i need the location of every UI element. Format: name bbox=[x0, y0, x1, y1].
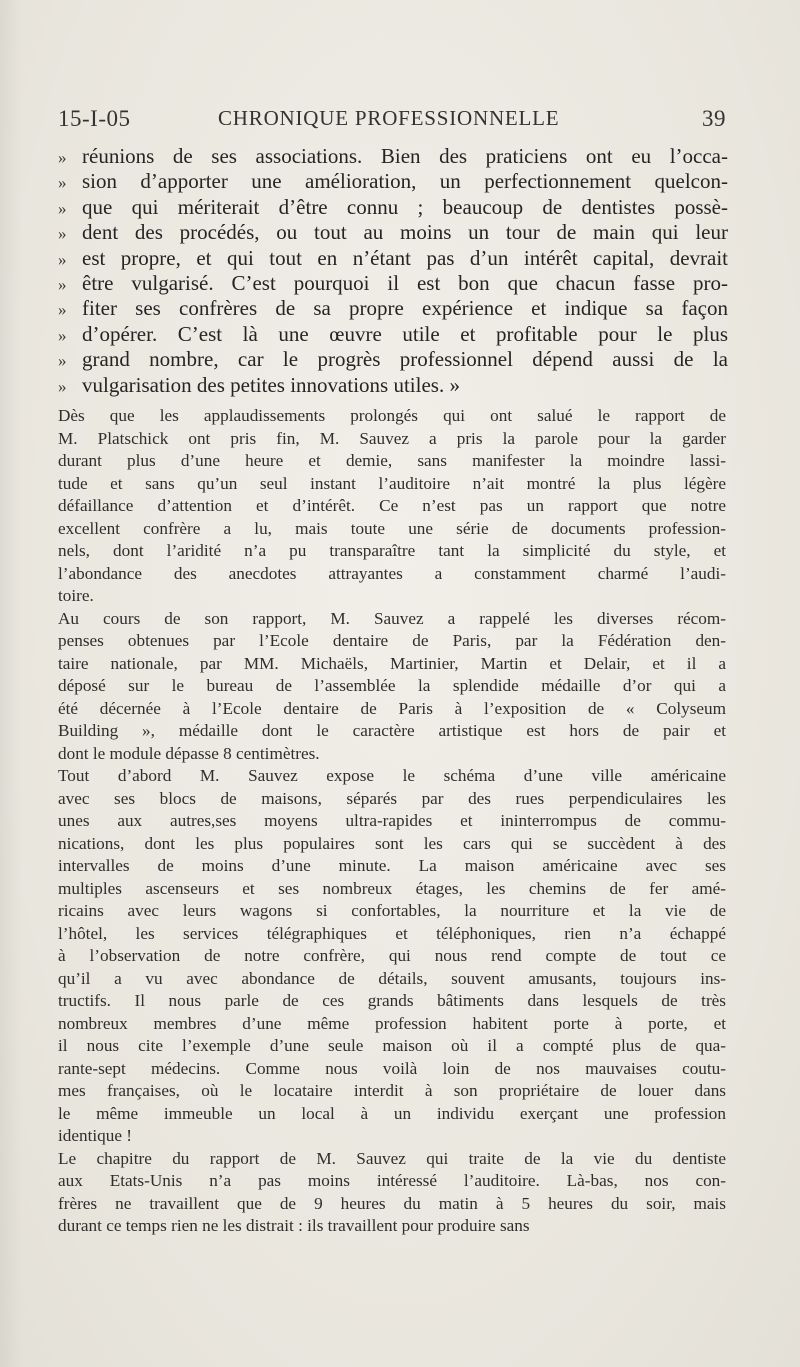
quote-line bbox=[58, 373, 728, 398]
text-line: tructifs. Il nous parle de ces grands bâtiments dans lesquels de très bbox=[58, 991, 726, 1010]
text-line: mes françaises, où le locataire interdit à son propriétaire de louer dans bbox=[58, 1081, 726, 1100]
quote-mark: » bbox=[58, 249, 67, 269]
text-line: avec ses blocs de maisons, séparés par des rues perpendiculaires les bbox=[58, 788, 726, 808]
quote-text: vulgarisation des petites innovations utiles. » bbox=[82, 372, 460, 397]
quote-mark: » bbox=[58, 351, 67, 371]
quote-line bbox=[58, 169, 728, 194]
text-line: taire nationale, par MM. Michaëls, Martinier, Martin et Delair, et il a bbox=[58, 653, 726, 673]
quote-mark: » bbox=[58, 274, 67, 294]
quote-line bbox=[58, 195, 728, 220]
quote-line bbox=[58, 322, 728, 347]
quote-text: grand nombre, car le progrès professionnel dépend aussi de la bbox=[82, 347, 728, 372]
quote-line bbox=[58, 271, 728, 296]
text-line: Building », médaille dont le caractère artistique est hors de pair et bbox=[58, 721, 726, 740]
body-text bbox=[58, 405, 726, 1238]
quote-text: dent des procédés, ou tout au moins un tour de main qui leur bbox=[82, 220, 728, 245]
text-line: Tout d’abord M. Sauvez expose le schéma d’une ville américaine bbox=[58, 766, 726, 785]
text-line: l’hôtel, les services télégraphiques et téléphoniques, rien n’a échappé bbox=[58, 923, 726, 943]
text-line: tude et sans qu’un seul instant l’auditoire n’ait montré la plus légère bbox=[58, 473, 726, 493]
quote-text: sion d’apporter une amélioration, un perfectionnement quelcon- bbox=[82, 169, 728, 194]
quote-mark: » bbox=[58, 376, 67, 396]
quote-line bbox=[58, 144, 728, 169]
quote-line bbox=[58, 296, 728, 321]
text-line: défaillance d’attention et d’intérêt. Ce n’est pas un rapport que notre bbox=[58, 496, 726, 515]
quote-line bbox=[58, 220, 728, 245]
quote-mark: » bbox=[58, 198, 67, 218]
text-line: aux Etats-Unis n’a pas moins intéressé l’auditoire. Là-bas, nos con- bbox=[58, 1171, 726, 1190]
text-line: frères ne travaillent que de 9 heures du matin à 5 heures du soir, mais bbox=[58, 1193, 726, 1213]
text-line: été décernée à l’Ecole dentaire de Paris à l’exposition de « Colyseum bbox=[58, 698, 726, 718]
page-number: 39 bbox=[702, 106, 726, 131]
quote-text: est propre, et qui tout en n’étant pas d’un intérêt capital, devrait bbox=[82, 245, 728, 270]
text-line: à l’observation de notre confrère, qui nous rend compte de tout ce bbox=[58, 946, 726, 965]
quote-mark: » bbox=[58, 224, 67, 244]
text-line: l’abondance des anecdotes attrayantes a constamment charmé l’audi- bbox=[58, 563, 726, 583]
text-line: le même immeuble un local à un individu exerçant une profession bbox=[58, 1103, 726, 1123]
quote-text: d’opérer. C’est là une œuvre utile et profitable pour le plus bbox=[82, 321, 728, 346]
quote-mark: » bbox=[58, 325, 67, 345]
quote-text: réunions de ses associations. Bien des praticiens ont eu l’occa- bbox=[82, 144, 728, 168]
text-line: nombreux membres d’une même profession habitent porte à porte, et bbox=[58, 1013, 726, 1033]
text-line: durant plus d’une heure et demie, sans manifester la moindre lassi- bbox=[58, 451, 726, 470]
quote-mark: » bbox=[58, 148, 67, 167]
text-line: excellent confrère a lu, mais toute une série de documents profession- bbox=[58, 518, 726, 538]
quote-line bbox=[58, 347, 728, 372]
quote-mark: » bbox=[58, 173, 67, 193]
text-line: dont le module dépasse 8 centimètres. bbox=[58, 743, 320, 763]
quote-text: être vulgarisé. C’est pourquoi il est bon que chacun fasse pro- bbox=[82, 270, 728, 295]
text-line: toire. bbox=[58, 586, 94, 605]
text-line: M. Platschick ont pris fin, M. Sauvez a pris la parole pour la garder bbox=[58, 428, 726, 448]
header-title: CHRONIQUE PROFESSIONNELLE bbox=[218, 106, 560, 130]
running-header bbox=[58, 106, 726, 136]
text-line: intervalles de moins d’une minute. La maison américaine avec ses bbox=[58, 856, 726, 875]
text-line: Au cours de son rapport, M. Sauvez a rappelé les diverses récom- bbox=[58, 608, 726, 628]
text-line: nels, dont l’aridité n’a pu transparaître tant la simplicité du style, et bbox=[58, 541, 726, 560]
text-line: déposé sur le bureau de l’assemblée la splendide médaille d’or qui a bbox=[58, 676, 726, 695]
quote-mark: » bbox=[58, 300, 67, 320]
header-date: 15-I-05 bbox=[58, 106, 131, 131]
text-line: nications, dont les plus populaires sont les cars qui se succèdent à des bbox=[58, 833, 726, 853]
text-line: rante-sept médecins. Comme nous voilà loin de nos mauvaises coutu- bbox=[58, 1058, 726, 1078]
text-line: ricains avec leurs wagons si confortables, la nourriture et la vie de bbox=[58, 901, 726, 920]
quote-text: fiter ses confrères de sa propre expérience et indique sa façon bbox=[82, 296, 728, 321]
text-line: il nous cite l’exemple d’une seule maison où il a compté plus de qua- bbox=[58, 1036, 726, 1055]
text-line: penses obtenues par l’Ecole dentaire de Paris, par la Fédération den- bbox=[58, 631, 726, 650]
text-line: durant ce temps rien ne les distrait : ils travaillent pour produire sans bbox=[58, 1216, 530, 1235]
quoted-passage bbox=[58, 144, 728, 398]
text-line: Dès que les applaudissements prolongés qui ont salué le rapport de bbox=[58, 406, 726, 425]
text-line: identique ! bbox=[58, 1126, 132, 1145]
text-line: Le chapitre du rapport de M. Sauvez qui traite de la vie du dentiste bbox=[58, 1148, 726, 1168]
quote-text: que qui mériterait d’être connu ; beaucoup de dentistes possè- bbox=[82, 194, 728, 219]
text-line: unes aux autres,ses moyens ultra-rapides et ininterrompus de commu- bbox=[58, 811, 726, 830]
text-line: multiples ascenseurs et ses nombreux étages, les chemins de fer amé- bbox=[58, 878, 726, 898]
text-line: qu’il a vu avec abondance de détails, souvent amusants, toujours ins- bbox=[58, 968, 726, 988]
quote-line bbox=[58, 246, 728, 271]
